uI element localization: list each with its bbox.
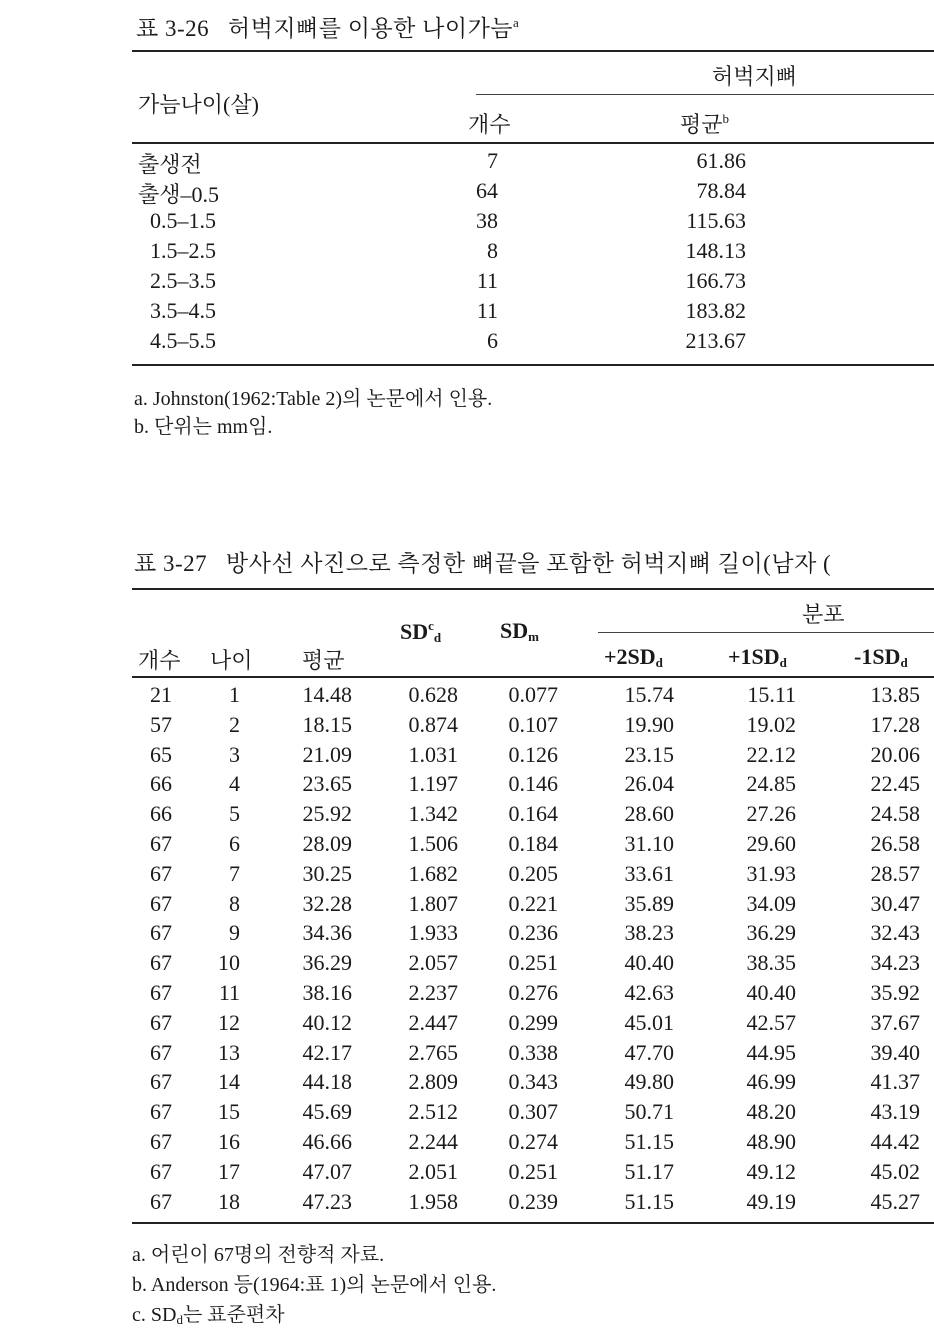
table1-note-b: b. 단위는 mm임. bbox=[134, 416, 273, 438]
table1-col-count: 개수 bbox=[468, 112, 511, 137]
table2-cell: 28.09 bbox=[302, 831, 352, 856]
table2-cell: 34.36 bbox=[302, 920, 352, 945]
table2-cell: 47.07 bbox=[302, 1159, 352, 1184]
table2-col-m1 bbox=[854, 644, 908, 671]
table2-cell: 0.164 bbox=[508, 801, 558, 826]
table2-cell: 23.65 bbox=[302, 771, 352, 796]
table2-cell: 2.447 bbox=[408, 1010, 458, 1035]
table1-bottom-rule bbox=[132, 364, 934, 366]
table2-cell: 33.61 bbox=[624, 861, 674, 886]
table2-cell: 67 bbox=[150, 920, 172, 945]
table2-cell: 39.40 bbox=[870, 1040, 920, 1065]
table2-col-p1-sub: d bbox=[779, 655, 787, 670]
table2-cell: 0.221 bbox=[508, 891, 558, 916]
table2-cell: 34.23 bbox=[870, 950, 920, 975]
table2-cell: 0.239 bbox=[508, 1189, 558, 1214]
table2-col-sdm-sub: m bbox=[528, 629, 539, 644]
table2-cell: 2.244 bbox=[408, 1129, 458, 1154]
table2-col-sdm bbox=[500, 618, 539, 645]
table2-cell: 67 bbox=[150, 1159, 172, 1184]
table2-cell: 0.184 bbox=[508, 831, 558, 856]
table2-title bbox=[134, 545, 831, 578]
table2-cell: 67 bbox=[150, 950, 172, 975]
table2-title-prefix: 표 3-27 bbox=[134, 551, 208, 576]
table2-col-count: 개수 bbox=[138, 648, 181, 673]
table2-cell: 1.342 bbox=[408, 801, 458, 826]
table1-cell-count: 8 bbox=[487, 238, 498, 263]
table1-title-sup: a bbox=[513, 15, 520, 30]
table2-cell: 1 bbox=[229, 682, 240, 707]
table2-cell: 36.29 bbox=[302, 950, 352, 975]
table2-cell: 51.15 bbox=[624, 1129, 674, 1154]
table2-cell: 34.09 bbox=[746, 891, 796, 916]
table2-cell: 51.17 bbox=[624, 1159, 674, 1184]
table2-cell: 30.47 bbox=[870, 891, 920, 916]
table1-cell-mean: 115.63 bbox=[686, 208, 746, 233]
table2-cell: 67 bbox=[150, 1099, 172, 1124]
table2-cell: 0.628 bbox=[408, 682, 458, 707]
table1-cell-count: 64 bbox=[476, 178, 498, 203]
table2-cell: 24.85 bbox=[746, 771, 796, 796]
table1-col-mean bbox=[680, 108, 729, 139]
table2-cell: 36.29 bbox=[746, 920, 796, 945]
table2-cell: 8 bbox=[229, 891, 240, 916]
table1-cell-age: 출생전 bbox=[138, 152, 202, 177]
table1-col-mean-label: 평균 bbox=[680, 112, 723, 137]
table2-col-mean: 평균 bbox=[302, 648, 345, 673]
table2-bottom-rule bbox=[132, 1222, 934, 1224]
table2-cell: 41.37 bbox=[870, 1069, 920, 1094]
table2-cell: 42.17 bbox=[302, 1040, 352, 1065]
table2-cell: 42.57 bbox=[746, 1010, 796, 1035]
table2-cell: 67 bbox=[150, 891, 172, 916]
table2-col-m1-sub: d bbox=[900, 655, 908, 670]
table2-cell: 1.682 bbox=[408, 861, 458, 886]
table2-col-m1-label: -1SD bbox=[854, 644, 901, 669]
table2-note-c-suffix: 는 표준편차 bbox=[182, 1304, 285, 1326]
table2-cell: 65 bbox=[150, 742, 172, 767]
table2-cell: 0.251 bbox=[508, 1159, 558, 1184]
table2-note-b: b. Anderson 등(1964:표 1)의 논문에서 인용. bbox=[132, 1274, 497, 1296]
table2-cell: 40.12 bbox=[302, 1010, 352, 1035]
table1-cell-age: 3.5–4.5 bbox=[150, 298, 216, 323]
table2-cell: 28.57 bbox=[870, 861, 920, 886]
table2-cell: 49.12 bbox=[746, 1159, 796, 1184]
table2-cell: 2.809 bbox=[408, 1069, 458, 1094]
table2-cell: 1.933 bbox=[408, 920, 458, 945]
table2-cell: 19.90 bbox=[624, 712, 674, 737]
table2-cell: 26.58 bbox=[870, 831, 920, 856]
table2-cell: 1.031 bbox=[408, 742, 458, 767]
table2-col-sdcd-sub: d bbox=[433, 630, 442, 645]
table2-cell: 18 bbox=[218, 1189, 240, 1214]
table2-cell: 4 bbox=[229, 771, 240, 796]
table2-cell: 67 bbox=[150, 1129, 172, 1154]
table1-cell-count: 6 bbox=[487, 328, 498, 353]
table2-cell: 15 bbox=[218, 1099, 240, 1124]
table2-cell: 3 bbox=[229, 742, 240, 767]
table2-cell: 21.09 bbox=[302, 742, 352, 767]
table1-cell-count: 38 bbox=[476, 208, 498, 233]
table2-cell: 38.16 bbox=[302, 980, 352, 1005]
table2-cell: 0.126 bbox=[508, 742, 558, 767]
table2-cell: 40.40 bbox=[746, 980, 796, 1005]
table1-group-rule bbox=[476, 94, 934, 95]
table2-cell: 40.40 bbox=[624, 950, 674, 975]
table1-cell-mean: 183.82 bbox=[685, 298, 746, 323]
table2-cell: 67 bbox=[150, 1010, 172, 1035]
table2-cell: 35.89 bbox=[624, 891, 674, 916]
table2-cell: 1.807 bbox=[408, 891, 458, 916]
table2-col-p2-label: +2SD bbox=[604, 644, 656, 669]
table2-cell: 31.10 bbox=[624, 831, 674, 856]
table2-cell: 22.45 bbox=[870, 771, 920, 796]
table2-cell: 0.307 bbox=[508, 1099, 558, 1124]
table2-cell: 67 bbox=[150, 861, 172, 886]
table1-cell-count: 11 bbox=[476, 298, 498, 323]
table2-cell: 32.43 bbox=[870, 920, 920, 945]
table2-note-c-prefix: c. SD bbox=[132, 1304, 177, 1326]
table2-cell: 0.236 bbox=[508, 920, 558, 945]
table2-cell: 44.42 bbox=[870, 1129, 920, 1154]
table2-cell: 30.25 bbox=[302, 861, 352, 886]
table2-cell: 67 bbox=[150, 980, 172, 1005]
table2-cell: 0.251 bbox=[508, 950, 558, 975]
table2-cell: 32.28 bbox=[302, 891, 352, 916]
table2-cell: 49.80 bbox=[624, 1069, 674, 1094]
table2-cell: 7 bbox=[229, 861, 240, 886]
table2-cell: 14 bbox=[218, 1069, 240, 1094]
table2-cell: 19.02 bbox=[746, 712, 796, 737]
table2-cell: 12 bbox=[218, 1010, 240, 1035]
table2-col-p2-sub: d bbox=[655, 655, 663, 670]
table2-cell: 48.90 bbox=[746, 1129, 796, 1154]
table2-cell: 38.35 bbox=[746, 950, 796, 975]
table2-cell: 50.71 bbox=[624, 1099, 674, 1124]
table2-cell: 38.23 bbox=[624, 920, 674, 945]
table1-cell-age: 1.5–2.5 bbox=[150, 238, 216, 263]
table2-cell: 67 bbox=[150, 1069, 172, 1094]
table2-cell: 22.12 bbox=[746, 742, 796, 767]
table1-cell-mean: 213.67 bbox=[685, 328, 746, 353]
table2-cell: 31.93 bbox=[746, 861, 796, 886]
table1-col-mean-sup: b bbox=[722, 111, 730, 126]
table1-cell-mean: 148.13 bbox=[685, 238, 746, 263]
table2-cell: 23.15 bbox=[624, 742, 674, 767]
table2-cell: 0.299 bbox=[508, 1010, 558, 1035]
table2-cell: 17.28 bbox=[870, 712, 920, 737]
table2-cell: 0.338 bbox=[508, 1040, 558, 1065]
table2-col-p2 bbox=[604, 644, 663, 671]
table2-cell: 17 bbox=[218, 1159, 240, 1184]
table1-col-age: 가늠나이(살) bbox=[138, 92, 259, 117]
table2-cell: 48.20 bbox=[746, 1099, 796, 1124]
table2-cell: 1.506 bbox=[408, 831, 458, 856]
table2-top-rule bbox=[132, 588, 934, 590]
table2-cell: 1.958 bbox=[408, 1189, 458, 1214]
table2-cell: 0.146 bbox=[508, 771, 558, 796]
table2-cell: 13 bbox=[218, 1040, 240, 1065]
table2-title-text: 방사선 사진으로 측정한 뼈끝을 포함한 허벅지뼈 길이(남자 ( bbox=[225, 551, 832, 576]
table2-cell: 42.63 bbox=[624, 980, 674, 1005]
table2-cell: 45.01 bbox=[624, 1010, 674, 1035]
table1-cell-age: 출생–0.5 bbox=[138, 182, 220, 207]
table2-cell: 15.74 bbox=[624, 682, 674, 707]
table1-cell-count: 11 bbox=[476, 268, 498, 293]
table2-cell: 28.60 bbox=[624, 801, 674, 826]
table2-cell: 25.92 bbox=[302, 801, 352, 826]
table2-cell: 45.02 bbox=[870, 1159, 920, 1184]
table2-cell: 5 bbox=[229, 801, 240, 826]
table2-cell: 0.343 bbox=[508, 1069, 558, 1094]
table2-cell: 2.237 bbox=[408, 980, 458, 1005]
table2-cell: 47.23 bbox=[302, 1189, 352, 1214]
table2-cell: 16 bbox=[218, 1129, 240, 1154]
table2-cell: 0.077 bbox=[508, 682, 558, 707]
table1-cell-count: 7 bbox=[487, 148, 498, 173]
table2-col-age: 나이 bbox=[210, 648, 253, 673]
table2-cell: 13.85 bbox=[870, 682, 920, 707]
table1-cell-age: 0.5–1.5 bbox=[150, 208, 216, 233]
table2-cell: 43.19 bbox=[870, 1099, 920, 1124]
table1-header-rule bbox=[132, 142, 934, 144]
table2-cell: 2 bbox=[229, 712, 240, 737]
table2-cell: 1.197 bbox=[408, 771, 458, 796]
table2-cell: 18.15 bbox=[302, 712, 352, 737]
table2-cell: 44.18 bbox=[302, 1069, 352, 1094]
table2-cell: 47.70 bbox=[624, 1040, 674, 1065]
table2-group-header: 분포 bbox=[802, 602, 845, 627]
table2-cell: 37.67 bbox=[870, 1010, 920, 1035]
table1-cell-mean: 166.73 bbox=[685, 268, 746, 293]
table2-cell: 11 bbox=[218, 980, 240, 1005]
table2-col-p1-label: +1SD bbox=[728, 644, 780, 669]
table2-group-rule bbox=[598, 632, 934, 633]
table2-cell: 46.66 bbox=[302, 1129, 352, 1154]
table2-col-sdcd-sup: c bbox=[428, 618, 434, 633]
table2-cell: 0.274 bbox=[508, 1129, 558, 1154]
table2-cell: 67 bbox=[150, 831, 172, 856]
table2-cell: 0.107 bbox=[508, 712, 558, 737]
table2-col-sdm-label: SD bbox=[500, 618, 529, 643]
table2-cell: 49.19 bbox=[746, 1189, 796, 1214]
table2-note-c-sub: d bbox=[176, 1312, 183, 1327]
table2-cell: 2.512 bbox=[408, 1099, 458, 1124]
table2-col-sdcd-label: SD bbox=[400, 619, 429, 644]
table2-col-p1 bbox=[728, 644, 787, 671]
table2-cell: 2.765 bbox=[408, 1040, 458, 1065]
table2-cell: 9 bbox=[229, 920, 240, 945]
table2-cell: 66 bbox=[150, 801, 172, 826]
table2-cell: 0.874 bbox=[408, 712, 458, 737]
table2-cell: 26.04 bbox=[624, 771, 674, 796]
table2-cell: 24.58 bbox=[870, 801, 920, 826]
table2-cell: 27.26 bbox=[746, 801, 796, 826]
table2-cell: 45.27 bbox=[870, 1189, 920, 1214]
table1-title-prefix: 표 3-26 bbox=[136, 16, 210, 41]
table1-title-text: 허벅지뼈를 이용한 나이가늠 bbox=[227, 16, 514, 41]
table2-cell: 2.051 bbox=[408, 1159, 458, 1184]
table2-cell: 20.06 bbox=[870, 742, 920, 767]
table2-col-sdcd bbox=[400, 618, 441, 646]
table2-cell: 15.11 bbox=[747, 682, 796, 707]
table1-cell-age: 2.5–3.5 bbox=[150, 268, 216, 293]
table1-group-header: 허벅지뼈 bbox=[712, 64, 798, 89]
table1-title bbox=[136, 10, 519, 43]
table2-cell: 2.057 bbox=[408, 950, 458, 975]
table2-cell: 45.69 bbox=[302, 1099, 352, 1124]
table2-header-rule bbox=[132, 676, 934, 678]
table2-cell: 35.92 bbox=[870, 980, 920, 1005]
table2-cell: 14.48 bbox=[302, 682, 352, 707]
table1-cell-age: 4.5–5.5 bbox=[150, 328, 216, 353]
table1-note-a: a. Johnston(1962:Table 2)의 논문에서 인용. bbox=[134, 388, 493, 410]
table2-cell: 66 bbox=[150, 771, 172, 796]
table2-note-a: a. 어린이 67명의 전향적 자료. bbox=[132, 1244, 385, 1266]
table2-cell: 46.99 bbox=[746, 1069, 796, 1094]
table2-note-c bbox=[132, 1298, 285, 1328]
table1-top-rule bbox=[132, 50, 934, 52]
table2-cell: 0.276 bbox=[508, 980, 558, 1005]
table2-cell: 6 bbox=[229, 831, 240, 856]
table2-cell: 57 bbox=[150, 712, 172, 737]
table2-cell: 10 bbox=[218, 950, 240, 975]
table1-cell-mean: 78.84 bbox=[696, 178, 746, 203]
table2-cell: 29.60 bbox=[746, 831, 796, 856]
table2-cell: 0.205 bbox=[508, 861, 558, 886]
table2-cell: 44.95 bbox=[746, 1040, 796, 1065]
table2-cell: 51.15 bbox=[624, 1189, 674, 1214]
table1-cell-mean: 61.86 bbox=[696, 148, 746, 173]
table2-cell: 67 bbox=[150, 1040, 172, 1065]
table2-cell: 67 bbox=[150, 1189, 172, 1214]
table2-cell: 21 bbox=[150, 682, 172, 707]
